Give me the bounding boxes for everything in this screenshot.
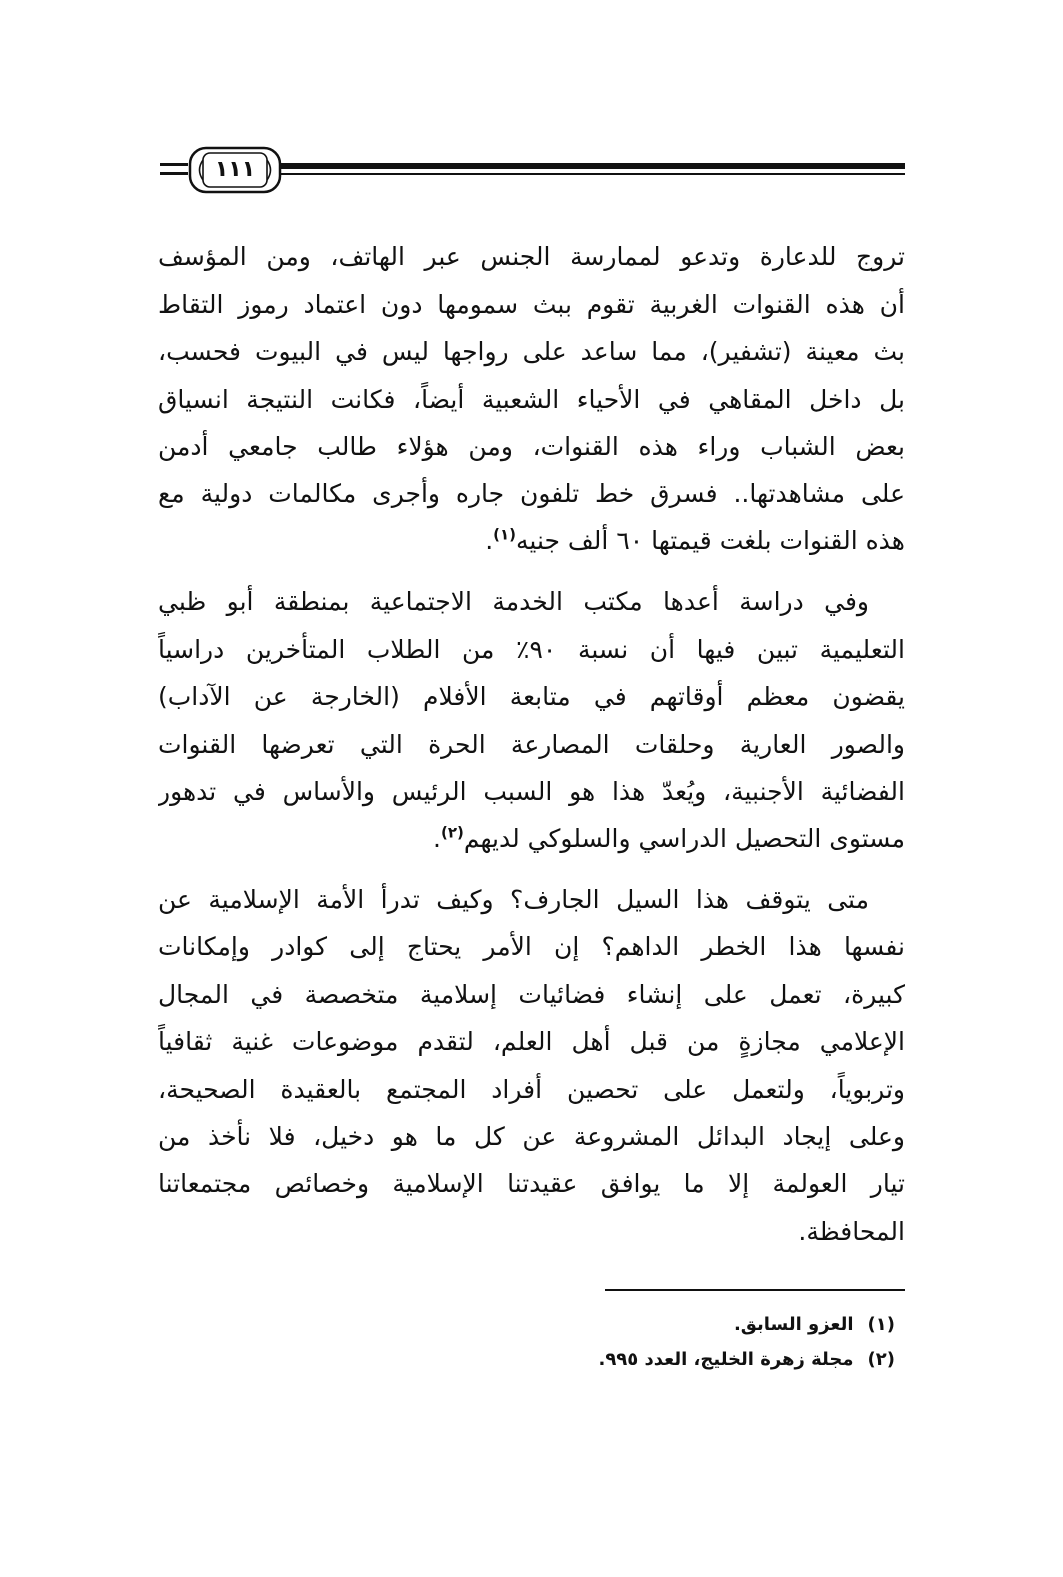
footnote-marker: (١)	[867, 1314, 895, 1335]
text-line: أن هذه القنوات الغربية تقوم ببث سمومها دون اعتماد رموز التقاط	[158, 290, 905, 319]
text-line: بعض الشباب وراء هذه القنوات، ومن هؤلاء طالب جامعي أدمن	[158, 432, 905, 461]
text-line: متى يتوقف هذا السيل الجارف؟ وكيف تدرأ الأمة الإسلامية عن	[158, 885, 869, 914]
text-line: المحافظة.	[798, 1217, 905, 1246]
footnote	[495, 1344, 895, 1376]
footnote-reference: (١)	[493, 525, 517, 544]
text-line: على مشاهدتها.. فسرق خط تلفون جاره وأجرى مكالمات دولية مع	[158, 479, 905, 508]
text-line	[158, 817, 905, 861]
line-tail: .	[485, 526, 494, 555]
footnote-text: العزو السابق.	[733, 1314, 854, 1335]
text-line: كبيرة، تعمل على إنشاء فضائيات إسلامية متخصصة في المجال	[158, 980, 905, 1009]
footnote	[495, 1309, 895, 1341]
footnote-marker: (٢)	[867, 1349, 895, 1370]
header-right-rule-thin	[280, 173, 905, 175]
text-line: الإعلامي مجازةٍ من قبل أهل العلم، لتقدم موضوعات غنية ثقافياً	[158, 1027, 905, 1056]
text-line: وتربوياً، ولتعمل على تحصين أفراد المجتمع بالعقيدة الصحيحة،	[158, 1075, 905, 1104]
footnote-reference: (٢)	[440, 823, 464, 842]
text-line: والصور العارية وحلقات المصارعة الحرة التي تعرضها القنوات	[158, 730, 905, 759]
text-line	[158, 519, 905, 563]
page-number: ١١١	[214, 157, 256, 182]
footnote-text: مجلة زهرة الخليج، العدد ٩٩٥.	[598, 1349, 854, 1370]
text-line: يقضون معظم أوقاتهم في متابعة الأفلام (الخارجة عن الآداب)	[158, 682, 905, 711]
text-line: الفضائية الأجنبية، ويُعدّ هذا هو السبب الرئيس والأساس في تدهور	[158, 777, 905, 806]
text-line: وعلى إيجاد البدائل المشروعة عن كل ما هو دخيل، فلا نأخذ من	[158, 1122, 905, 1151]
text-line: وفي دراسة أعدها مكتب الخدمة الاجتماعية بمنطقة أبو ظبي	[158, 587, 869, 616]
header-left-rule-bottom	[160, 172, 188, 175]
text-line: تيار العولمة إلا ما يوافق عقيدتنا الإسلامية وخصائص مجتمعاتنا	[158, 1169, 905, 1198]
header-right-rule-thick	[280, 163, 905, 169]
text-line: التعليمية تبين فيها أن نسبة ٩٠٪ من الطلاب المتأخرين دراسياً	[158, 635, 905, 664]
header-left-rule-top	[160, 163, 188, 166]
line-tail: .	[433, 824, 441, 853]
text-line: نفسها هذا الخطر الداهم؟ إن الأمر يحتاج إلى كوادر وإمكانات	[158, 932, 905, 961]
text-line: بل داخل المقاهي في الأحياء الشعبية أيضاً، فكانت النتيجة انسياق	[158, 385, 905, 414]
footnote-separator	[605, 1289, 905, 1291]
text-line: تروج للدعارة وتدعو لممارسة الجنس عبر الهاتف، ومن المؤسف	[158, 242, 905, 271]
line-text: هذه القنوات بلغت قيمتها ٦٠ ألف جنيه	[516, 526, 905, 555]
text-line: بث معينة (تشفير)، مما ساعد على رواجها ليس في البيوت فحسب،	[158, 337, 905, 366]
line-text: مستوى التحصيل الدراسي والسلوكي لديهم	[463, 824, 905, 853]
